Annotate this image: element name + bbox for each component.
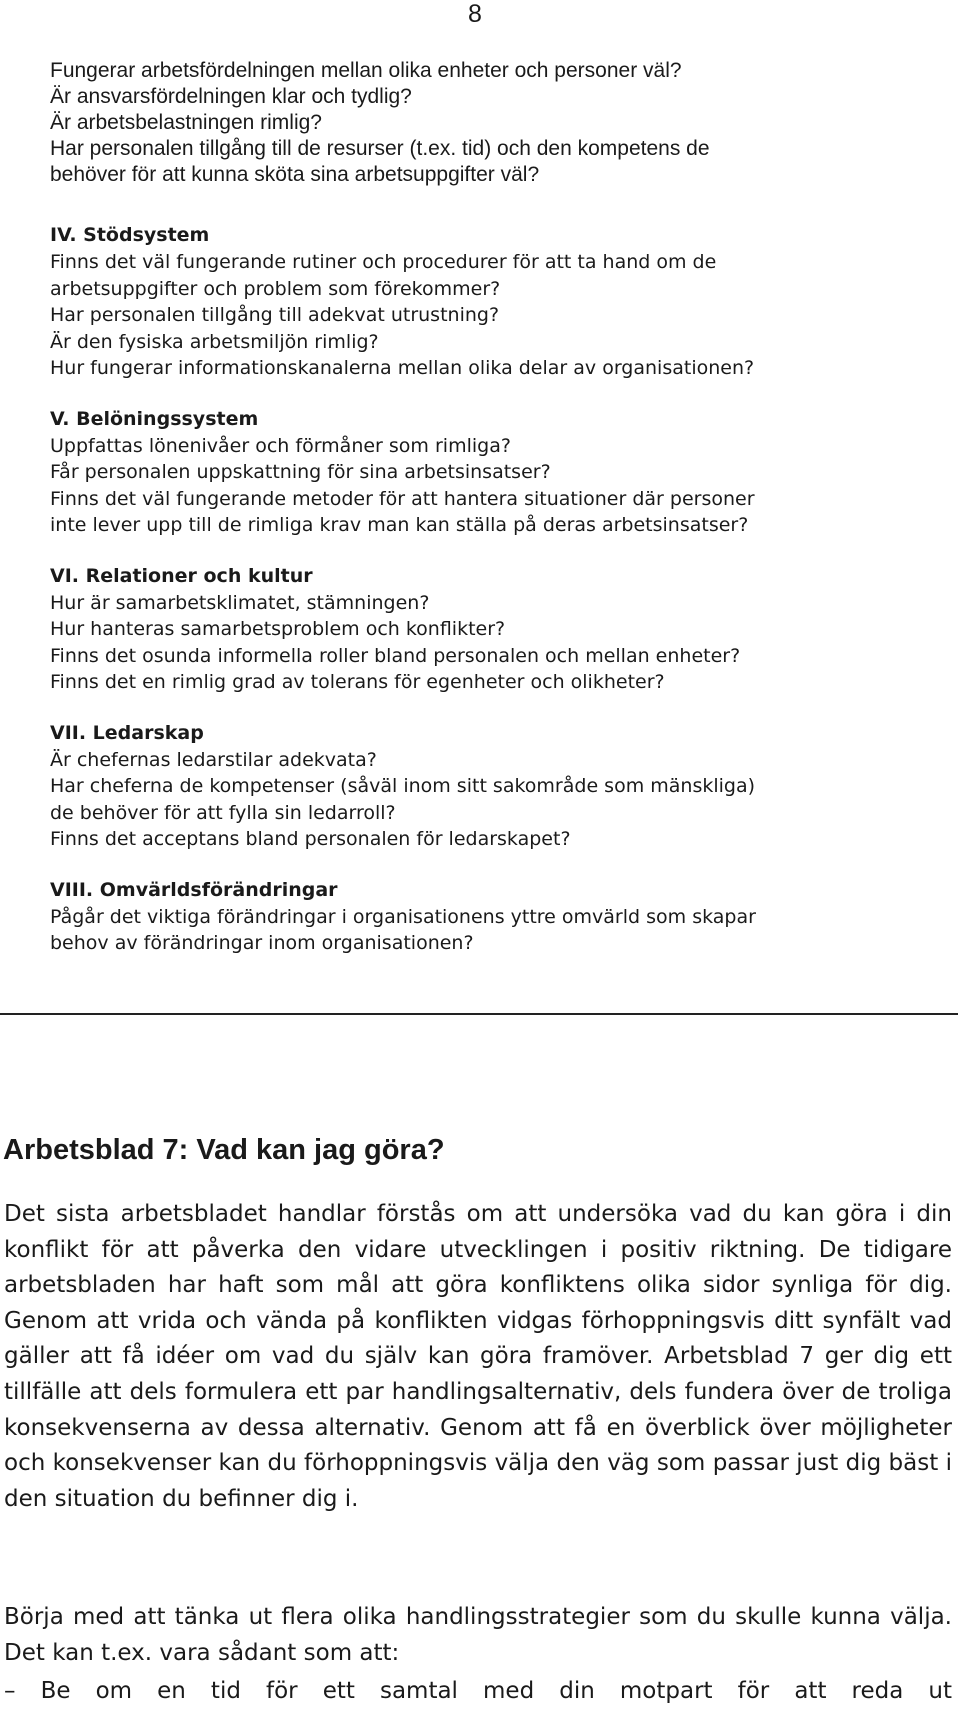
- question-line: Hur fungerar informationskanalerna mellan olika delar av organisationen?: [50, 357, 755, 379]
- section-omvarldsforandringar: [50, 877, 920, 957]
- intro-line: behöver för att kunna sköta sina arbetsuppgifter väl?: [50, 163, 540, 186]
- section-heading: VII. Ledarskap: [50, 721, 204, 744]
- worksheet-paragraph: Det sista arbetsbladet handlar förstås om att undersöka vad du kan göra i din konflikt för att påverka den vidare utvecklingen i positiv riktning. De tidigare arbetsbladen har haft som mål att göra konfliktens olika sidor synliga för dig. Genom att vrida och vända på konflikten vidgas förhoppningsvis ditt synfält vad gäller att få idéer om vad du själv kan göra framöver. Arbetsblad 7 ger dig ett tillfälle att dels formulera ett par handlingsalternativ, dels fundera över de troliga konsekvenserna av dessa alternativ. Genom att få en överblick över möjligheter och konsekvenser kan du förhoppningsvis välja den väg som passar just dig bäst i den situation du befinner dig i.: [4, 1201, 952, 1512]
- question-line: Hur är samarbetsklimatet, stämningen?: [50, 591, 430, 614]
- question-line: behov av förändringar inom organisationen?: [50, 932, 474, 954]
- worksheet-title: Arbetsblad 7: Vad kan jag göra?: [3, 1134, 445, 1166]
- question-sections: [50, 222, 920, 981]
- section-relationer-och-kultur: [50, 563, 920, 696]
- question-line: arbetsuppgifter och problem som förekommer?: [50, 277, 501, 300]
- section-stodsystem: [50, 222, 920, 382]
- intro-questions: [50, 58, 910, 188]
- question-line: Får personalen uppskattning för sina arbetsinsatser?: [50, 461, 551, 483]
- section-heading: VIII. Omvärldsförändringar: [50, 878, 338, 901]
- question-line: Finns det osunda informella roller bland personalen och mellan enheter?: [50, 644, 741, 667]
- question-line: Finns det väl fungerande metoder för att hantera situationer där personer: [50, 487, 755, 510]
- section-heading: VI. Relationer och kultur: [50, 564, 313, 587]
- page-number: 8: [468, 0, 482, 28]
- question-line: Har cheferna de kompetenser (såväl inom sitt sakområde som mänskliga): [50, 775, 756, 797]
- question-line: Är den fysiska arbetsmiljön rimlig?: [50, 330, 379, 353]
- intro-line: Har personalen tillgång till de resurser (t.ex. tid) och den kompetens de: [50, 137, 710, 160]
- worksheet-paragraph: Börja med att tänka ut flera olika handlingsstrategier som du skulle kunna välja. Det kan t.ex. vara sådant som att:: [4, 1604, 952, 1666]
- question-line: Finns det en rimlig grad av tolerans för egenheter och olikheter?: [50, 671, 665, 693]
- section-heading: IV. Stödsystem: [50, 224, 210, 246]
- section-heading: V. Belöningssystem: [50, 407, 259, 430]
- question-line: Pågår det viktiga förändringar i organisationens yttre omvärld som skapar: [50, 905, 756, 928]
- intro-line: Är ansvarsfördelningen klar och tydlig?: [50, 85, 412, 108]
- question-line: inte lever upp till de rimliga krav man kan ställa på deras arbetsinsatser?: [50, 514, 749, 536]
- intro-line: Fungerar arbetsfördelningen mellan olika enheter och personer väl?: [50, 59, 682, 82]
- question-line: Är chefernas ledarstilar adekvata?: [50, 748, 377, 771]
- section-ledarskap: [50, 720, 920, 853]
- intro-line: Är arbetsbelastningen rimlig?: [50, 111, 322, 134]
- bullet-item: – Be om en tid för ett samtal med din motpart för att reda ut: [4, 1678, 952, 1704]
- section-beloningssystem: [50, 406, 920, 539]
- question-line: Uppfattas lönenivåer och förmåner som rimliga?: [50, 434, 511, 457]
- question-line: Finns det väl fungerande rutiner och procedurer för att ta hand om de: [50, 251, 717, 273]
- question-line: de behöver för att fylla sin ledarroll?: [50, 801, 396, 824]
- question-line: Hur hanteras samarbetsproblem och konflikter?: [50, 618, 506, 640]
- question-line: Har personalen tillgång till adekvat utrustning?: [50, 304, 500, 326]
- section-divider: [0, 1013, 958, 1015]
- question-line: Finns det acceptans bland personalen för ledarskapet?: [50, 828, 571, 850]
